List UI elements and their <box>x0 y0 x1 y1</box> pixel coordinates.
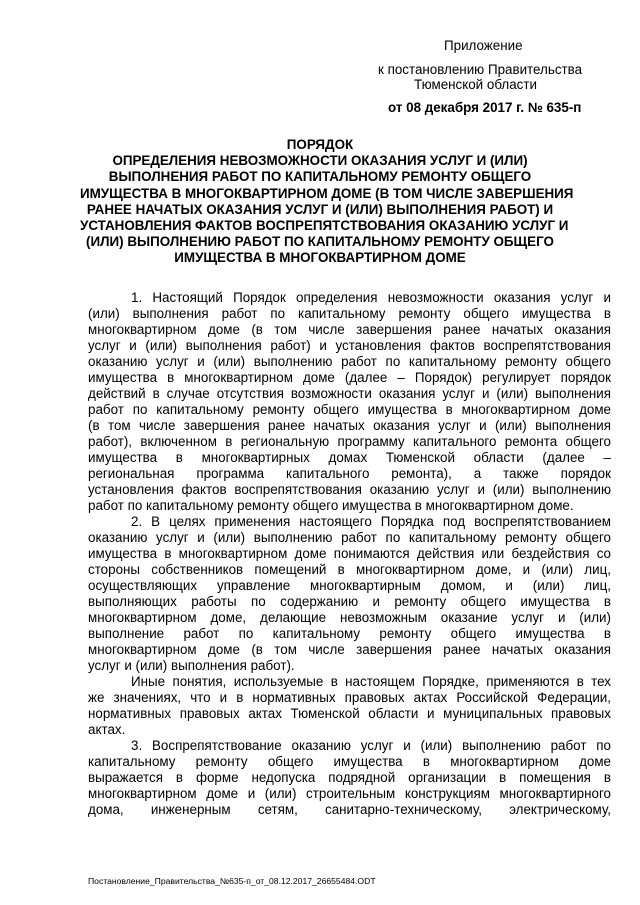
title-line: ИМУЩЕСТВА В МНОГОКВАРТИРНОМ ДОМЕ <box>174 250 466 266</box>
document-title <box>80 137 574 267</box>
title-line: УСТАНОВЛЕНИЯ ФАКТОВ ВОСПРЕПЯТСТВОВАНИЯ ОКАЗАНИЮ УСЛУГ И <box>80 218 569 234</box>
body-line: имущества в многоквартирном доме понимаются действия или бездействия со <box>88 546 611 561</box>
body-line: работ по капитальному ремонту общего имущества в многоквартирном доме <box>88 402 611 417</box>
appendix-region-line: Тюменской области <box>414 77 537 92</box>
body-line: же значениях, что и в нормативных правовых актах Российской Федерации, <box>88 690 611 705</box>
body-line: услуг и (или) выполнения работ) и установления фактов воспрепятствования <box>88 338 611 353</box>
body-line: выполняющих работы по содержанию и ремонту общего имущества в <box>88 594 611 609</box>
appendix-decree-line: к постановлению Правительства <box>378 62 583 77</box>
body-line: многоквартирном доме (в том числе завершения ранее начатых оказания <box>88 322 611 337</box>
body-line: нормативных правовых актах Тюменской области и муниципальных правовых <box>88 706 611 721</box>
body-line: установления фактов воспрепятствования оказанию услуг и (или) выполнению <box>88 482 611 497</box>
appendix-date: от 08 декабря 2017 г. № 635-п <box>388 100 582 115</box>
title-line: ПОРЯДОК <box>286 137 354 152</box>
body-line: имущества в многоквартирных домах Тюменской области (далее – <box>88 450 611 465</box>
body-line: стороны собственников помещений в многоквартирном доме, и (или) лиц, <box>88 562 611 577</box>
body-line: Иные понятия, используемые в настоящем Порядке, применяются в тех <box>131 674 611 689</box>
body-line: (в том числе завершения ранее начатых оказания услуг и (или) выполнения <box>88 418 611 433</box>
body-line: 1. Настоящий Порядок определения невозможности оказания услуг и <box>131 290 611 305</box>
appendix-title: Приложение <box>444 38 523 53</box>
body-line: услуг и (или) выполнения работ). <box>88 658 295 673</box>
body-line: региональная программа капитального ремонта), а также порядок <box>88 466 611 481</box>
body-line: оказанию услуг и (или) выполнению работ по капитальному ремонту общего <box>88 530 611 545</box>
body-line: имущества в многоквартирном доме (далее – Порядок) регулирует порядок <box>88 370 611 385</box>
body-line: многоквартирном доме и (или) строительным конструкциям многоквартирного <box>88 786 611 801</box>
body-line: работ по капитальному ремонту общего имущества в многоквартирном доме. <box>88 498 574 513</box>
body-line: дома, инженерным сетям, санитарно-техническому, электрическому, <box>88 802 611 817</box>
body-line: многоквартирном доме, делающие невозможным оказание услуг и (или) <box>88 610 611 625</box>
footer-filename: Постановление_Правительства_№635-п_от_08.12.2017_26655484.ODT <box>88 876 376 886</box>
body-line: выполнение работ по капитальному ремонту общего имущества в <box>88 626 611 641</box>
body-line: выражается в форме недопуска подрядной организации в помещения в <box>88 770 611 785</box>
title-line: ВЫПОЛНЕНИЯ РАБОТ ПО КАПИТАЛЬНОМУ РЕМОНТУ ОБЩЕГО <box>108 169 532 185</box>
body-line: 3. Воспрепятствование оказанию услуг и (или) выполнению работ по <box>131 738 611 753</box>
title-line: РАНЕЕ НАЧАТЫХ ОКАЗАНИЯ УСЛУГ И (ИЛИ) ВЫПОЛНЕНИЯ РАБОТ) И <box>86 201 554 217</box>
body-line: актах. <box>88 722 126 737</box>
title-line: ОПРЕДЕЛЕНИЯ НЕВОЗМОЖНОСТИ ОКАЗАНИЯ УСЛУГ И (ИЛИ) <box>112 153 528 169</box>
body-line: осуществляющих управление многоквартирным домом, и (или) лиц, <box>88 578 611 593</box>
body-line: капитальному ремонту общего имущества в многоквартирном доме <box>88 754 611 769</box>
body-line: многоквартирном доме (в том числе завершения ранее начатых оказания <box>88 642 611 657</box>
body-line: оказанию услуг и (или) выполнению работ по капитальному ремонту общего <box>88 354 611 369</box>
title-line: (ИЛИ) ВЫПОЛНЕНИЮ РАБОТ ПО КАПИТАЛЬНОМУ РЕМОНТУ ОБЩЕГО <box>86 234 554 250</box>
document-body <box>88 290 611 818</box>
body-line: работ), включенном в региональную программу капитального ремонта общего <box>88 434 611 449</box>
body-line: действий в случае отсутствия возможности оказания услуг и (или) выполнения <box>88 386 611 401</box>
body-line: (или) выполнения работ по капитальному ремонту общего имущества в <box>88 306 611 321</box>
body-line: 2. В целях применения настоящего Порядка под воспрепятствованием <box>131 514 611 529</box>
title-line: ИМУЩЕСТВА В МНОГОКВАРТИРНОМ ДОМЕ (В ТОМ ЧИСЛЕ ЗАВЕРШЕНИЯ <box>80 185 574 201</box>
